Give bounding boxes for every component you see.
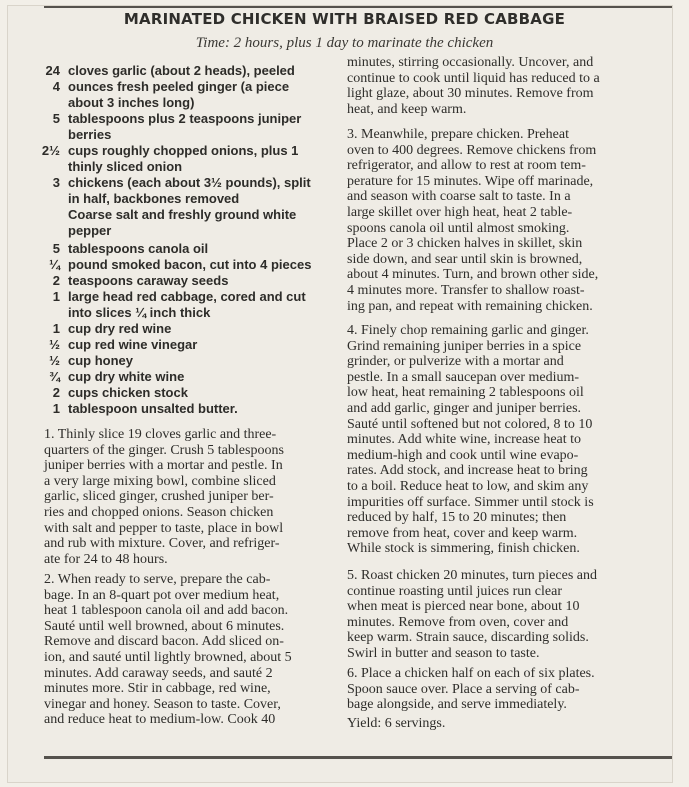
step-line: Swirl in butter and season to taste. (347, 645, 540, 661)
step-line: 5. Roast chicken 20 minutes, turn pieces and (347, 568, 597, 583)
step-line: 6. Place a chicken half on each of six plates. (347, 666, 595, 681)
recipe-step (347, 666, 637, 713)
step-line: when meat is pierced near bone, about 10 (347, 599, 580, 615)
ingredient-line: cups chicken stock (68, 385, 188, 400)
step-line: and season with coarse salt to taste. In a (347, 189, 571, 205)
ingredient-quantity: 5 (52, 111, 60, 126)
step-line: and add garlic, ginger and juniper berries. (347, 400, 582, 416)
ingredient-text (68, 79, 350, 111)
ingredient-text (68, 321, 350, 337)
ingredient-line: ounces fresh peeled ginger (a piece (68, 79, 290, 94)
step-line: about 4 minutes. Turn, and brown other side, (347, 267, 599, 283)
step-line: quarters of the ginger. Crush 5 tablespoons (44, 442, 284, 458)
ingredient-quantity: 1 (52, 289, 60, 304)
step-line: minutes. Add caraway seeds, and sauté 2 (44, 665, 273, 681)
step-line: keep warm. Strain sauce, discarding solids. (347, 630, 589, 646)
step-line: bage alongside, and serve immediately. (347, 697, 567, 713)
ingredient-text (68, 289, 350, 321)
ingredient-quantity: ¾ (49, 369, 60, 384)
ingredient-quantity: ½ (49, 337, 60, 352)
step-line: 2. When ready to serve, prepare the cab- (44, 572, 271, 587)
recipe-title: MARINATED CHICKEN WITH BRAISED RED CABBAGE (123, 10, 566, 28)
step-line: Spoon sauce over. Place a serving of cab- (347, 681, 580, 697)
step-line: refrigerator, and allow to rest at room tem- (347, 158, 586, 174)
recipe-time: Time: 2 hours, plus 1 day to marinate the chicken (195, 35, 494, 51)
bottom-rule (44, 756, 672, 759)
ingredient-line: about 3 inches long) (68, 95, 195, 110)
step-line: Sauté until well browned, about 6 minutes. (44, 618, 285, 634)
ingredient-quantity: 1 (52, 401, 60, 416)
ingredient-line: pepper (68, 223, 112, 238)
ingredient-quantity: 2½ (41, 143, 60, 158)
recipe-step (44, 572, 334, 728)
ingredient-quantity: 5 (52, 241, 60, 256)
recipe-step (44, 427, 334, 567)
step-line: ing pan, and repeat with remaining chicken. (347, 298, 593, 314)
step-line: impurities off surface. Simmer until stock is (347, 494, 594, 510)
ingredient-line: teaspoons caraway seeds (68, 273, 229, 288)
ingredient-text (68, 175, 350, 207)
ingredient-text (68, 63, 350, 79)
ingredient-line: cups roughly chopped onions, plus 1 (68, 143, 299, 158)
ingredient-quantity: ½ (49, 353, 60, 368)
ingredient-line: tablespoons canola oil (68, 241, 209, 256)
step-line: Grind remaining juniper berries in a spice (347, 338, 582, 354)
ingredient-line: pound smoked bacon, cut into 4 pieces (68, 257, 312, 272)
ingredient-line: cup dry red wine (68, 321, 172, 336)
step-line: bage. In an 8-quart pot over medium heat, (44, 587, 280, 603)
ingredient-text (68, 337, 350, 353)
step-line: Sauté until softened but not colored, 8 to 10 (347, 416, 593, 432)
step-line: Place 2 or 3 chicken halves in skillet, skin (347, 236, 583, 252)
step-line: 3. Meanwhile, prepare chicken. Preheat (347, 127, 569, 142)
step-line: remove from heat, cover and keep warm. (347, 525, 578, 541)
ingredient-line: berries (68, 127, 112, 142)
ingredient-text (68, 401, 350, 417)
step-line: minutes, stirring occasionally. Uncover, and (347, 55, 594, 70)
ingredient-text (68, 241, 350, 257)
recipe-step (347, 55, 637, 117)
step-line: spoons canola oil until almost smoking. (347, 220, 570, 236)
step-line: with salt and pepper to taste, place in bowl (44, 520, 284, 536)
step-line: 4 minutes more. Transfer to shallow roast- (347, 282, 585, 298)
ingredient-line: in half, backbones removed (68, 191, 240, 206)
ingredient-text (68, 385, 350, 401)
step-line: heat, and keep warm. (347, 101, 467, 117)
ingredient-text (68, 369, 350, 385)
ingredient-line: cup honey (68, 353, 134, 368)
ingredient-text (68, 273, 350, 289)
step-line: grinder, or pulverize with a mortar and (347, 354, 564, 370)
step-line: minutes more. Stir in cabbage, red wine, (44, 681, 271, 697)
ingredient-line: tablespoons plus 2 teaspoons juniper (68, 111, 302, 126)
step-line: rates. Add stock, and increase heat to bring (347, 463, 588, 479)
step-line: 4. Finely chop remaining garlic and ginger. (347, 323, 589, 338)
ingredient-line: tablespoon unsalted butter. (68, 401, 238, 416)
step-line: minutes. Add white wine, increase heat to (347, 432, 582, 448)
ingredient-text (68, 257, 350, 273)
ingredient-quantity: 2 (52, 385, 60, 400)
step-line: oven to 400 degrees. Remove chickens from (347, 142, 597, 158)
step-line: While stock is simmering, finish chicken. (347, 541, 580, 557)
top-rule (44, 6, 672, 8)
step-line: side down, and sear until skin is browned, (347, 251, 583, 267)
step-line: continue to cook until liquid has reduced to a (347, 70, 600, 86)
ingredient-line: chickens (each about 3½ pounds), split (68, 175, 311, 190)
ingredient-line: into slices ¼ inch thick (68, 305, 211, 320)
step-line: juniper berries with a mortar and pestle. In (44, 458, 283, 474)
step-line: low heat, heat remaining 2 tablespoons oil (347, 385, 584, 401)
ingredient-line: thinly sliced onion (68, 159, 183, 174)
step-line: continue roasting until juices run clear (347, 583, 562, 599)
step-line: medium-high and cook until wine evapo- (347, 447, 579, 463)
step-line: perature for 15 minutes. Wipe off marinade, (347, 173, 594, 189)
step-line: vinegar and honey. Season to taste. Cover, (44, 696, 281, 712)
step-line: a very large mixing bowl, combine sliced (44, 473, 276, 489)
step-line: pestle. In a small saucepan over medium- (347, 369, 580, 385)
ingredient-line: cup dry white wine (68, 369, 185, 384)
recipe-step (347, 323, 637, 557)
ingredient-quantity: 24 (45, 63, 60, 78)
step-line: ate for 24 to 48 hours. (44, 551, 168, 567)
ingredient-text (68, 111, 350, 143)
ingredient-line: cloves garlic (about 2 heads), peeled (68, 63, 295, 78)
step-line: and reduce heat to medium-low. Cook 40 (44, 712, 276, 728)
recipe-step (347, 127, 637, 314)
step-line: large skillet over high heat, heat 2 table- (347, 204, 573, 220)
ingredient-text (68, 143, 350, 175)
ingredient-text (68, 353, 350, 369)
step-line: reduced by half, 15 to 20 minutes; then (347, 510, 567, 526)
step-line: to a boil. Reduce heat to low, and skim any (347, 478, 589, 494)
step-line: and rub with mixture. Cover, and refriger- (44, 536, 280, 552)
recipe-step (347, 568, 637, 662)
step-line: minutes. Remove from oven, cover and (347, 614, 569, 630)
step-line: garlic, sliced ginger, crushed juniper ber- (44, 489, 274, 505)
step-line: ion, and sauté until lightly browned, about 5 (44, 649, 292, 665)
ingredient-line: Coarse salt and freshly ground white (68, 207, 297, 222)
step-line: 1. Thinly slice 19 cloves garlic and three- (44, 427, 277, 442)
step-line: Remove and discard bacon. Add sliced on- (44, 634, 284, 650)
step-line: ries and chopped onions. Season chicken (44, 504, 274, 520)
ingredient-quantity: 4 (52, 79, 60, 94)
recipe-step (347, 716, 637, 732)
ingredient-quantity: ¼ (49, 257, 60, 272)
ingredient-text (68, 207, 350, 239)
step-line: light glaze, about 30 minutes. Remove from (347, 86, 594, 102)
ingredient-quantity: 3 (52, 175, 60, 190)
ingredient-line: cup red wine vinegar (68, 337, 198, 352)
ingredient-quantity: 1 (52, 321, 60, 336)
step-line: heat 1 tablespoon canola oil and add bacon. (44, 603, 289, 619)
step-line: Yield: 6 servings. (347, 716, 446, 731)
ingredient-line: large head red cabbage, cored and cut (68, 289, 306, 304)
ingredient-quantity: 2 (52, 273, 60, 288)
